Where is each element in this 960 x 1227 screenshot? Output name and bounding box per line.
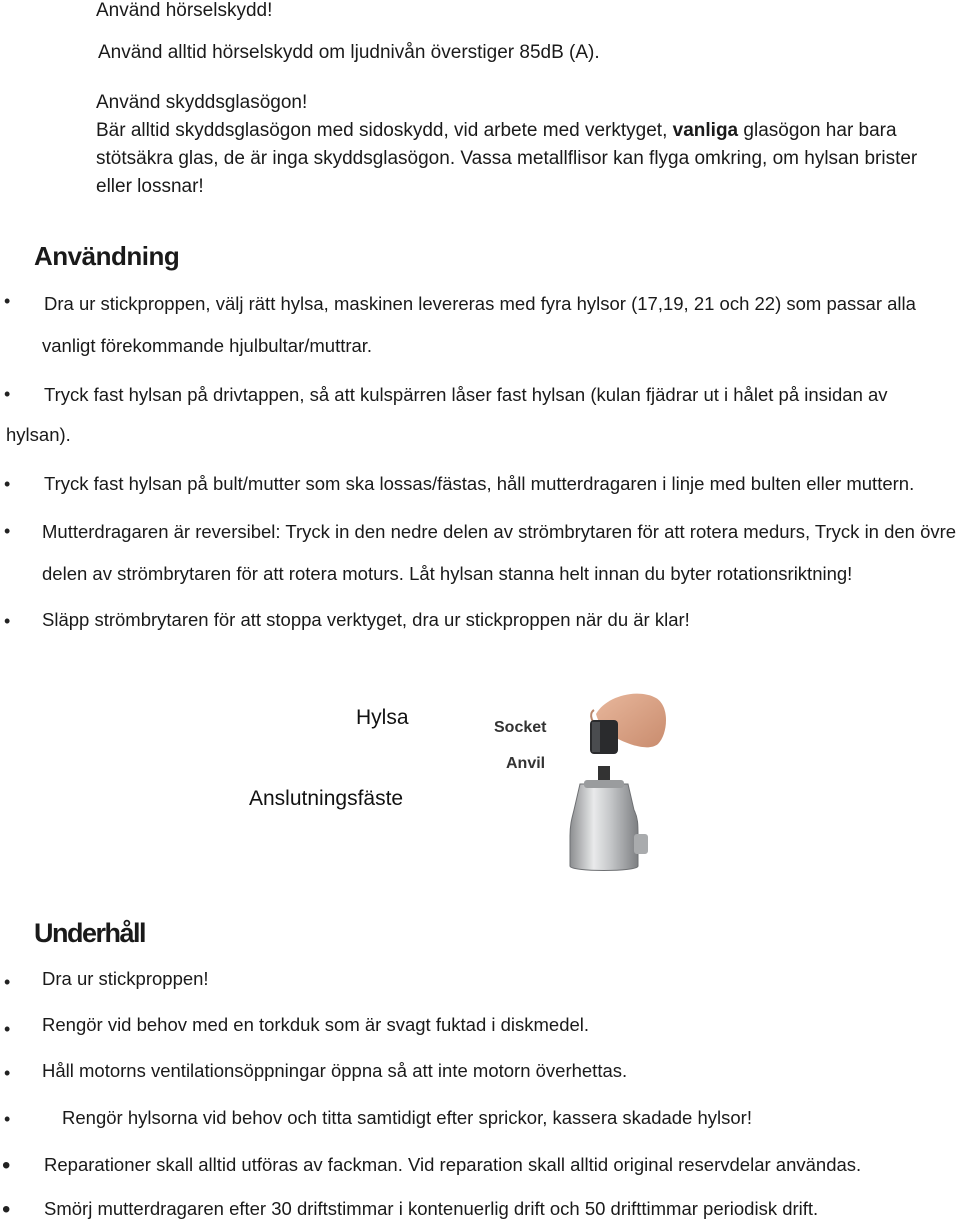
impact-wrench-anvil-photo <box>488 684 678 876</box>
bullet-icon: • <box>4 384 11 404</box>
bullet-icon: • <box>4 291 11 311</box>
safety-glasses-line-1: Bär alltid skyddsglasögon med sidoskydd, vid arbete med verktyget, vanliga glasögon har bara <box>96 120 897 141</box>
caption-socket: Hylsa <box>356 706 409 729</box>
maintenance-item-6: Smörj mutterdragaren efter 30 driftstimmar i kontenuerlig drift och 50 drifttimmar periodisk drift. <box>44 1198 819 1219</box>
emphasis-vanliga: vanliga <box>672 120 739 141</box>
usage-item-4-line-1: Mutterdragaren är reversibel: Tryck in den nedre delen av strömbrytaren för att rotera medurs, Tryck in den övre <box>42 521 957 542</box>
maintenance-item-3: Håll motorns ventilationsöppningar öppna så att inte motorn överhettas. <box>42 1060 628 1081</box>
usage-item-2-line-2: hylsan). <box>6 424 71 445</box>
anvil-icon <box>598 766 610 780</box>
bullet-icon: • <box>4 611 11 631</box>
usage-item-3-line-1: Tryck fast hylsan på bult/mutter som ska lossas/fästas, håll mutterdragaren i linje med bulten eller muttern. <box>44 473 915 494</box>
label-anvil: Anvil <box>506 755 546 772</box>
bullet-icon: • <box>4 1063 11 1083</box>
usage-item-2-line-1: Tryck fast hylsan på drivtappen, så att kulspärren låser fast hylsan (kulan fjädrar ut i hålet på insidan av <box>44 384 888 405</box>
safety-glasses-line-3: eller lossnar! <box>96 176 204 197</box>
bullet-icon: • <box>4 1019 11 1039</box>
maintenance-heading: Underhåll <box>34 918 146 948</box>
usage-item-5-line-1: Släpp strömbrytaren för att stoppa verktyget, dra ur stickproppen när du är klar! <box>42 609 690 630</box>
wrench-body-icon <box>570 784 638 871</box>
bullet-icon: • <box>4 474 11 494</box>
safety-glasses-title: Använd skyddsglasögon! <box>96 92 308 113</box>
usage-item-1-line-1: Dra ur stickproppen, välj rätt hylsa, maskinen levereras med fyra hylsor (17,19, 21 och 22) som passar alla <box>44 293 916 314</box>
hearing-protection-title: Använd hörselskydd! <box>96 0 273 21</box>
caption-anvil: Anslutningsfäste <box>249 787 404 810</box>
bullet-icon: • <box>2 1152 11 1179</box>
hearing-protection-text: Använd alltid hörselskydd om ljudnivån överstiger 85dB (A). <box>98 42 600 63</box>
bullet-icon: • <box>4 1109 11 1129</box>
bullet-icon: • <box>2 1196 11 1223</box>
usage-item-4-line-2: delen av strömbrytaren för att rotera moturs. Låt hylsan stanna helt innan du byter rotationsriktning! <box>42 563 853 584</box>
usage-heading: Användning <box>34 241 180 271</box>
bullet-icon: • <box>4 521 11 541</box>
safety-glasses-line-2: stötsäkra glas, de är inga skyddsglasögon. Vassa metallflisor kan flyga omkring, om hylsan brister <box>96 148 918 169</box>
maintenance-item-4: Rengör hylsorna vid behov och titta samtidigt efter sprickor, kassera skadade hylsor! <box>62 1107 752 1128</box>
label-socket: Socket <box>494 719 547 736</box>
maintenance-item-1: Dra ur stickproppen! <box>42 968 209 989</box>
maintenance-item-5: Reparationer skall alltid utföras av fackman. Vid reparation skall alltid original reservdelar användas. <box>44 1154 862 1175</box>
usage-item-1-line-2: vanligt förekommande hjulbultar/muttrar. <box>42 335 373 356</box>
maintenance-item-2: Rengör vid behov med en torkduk som är svagt fuktad i diskmedel. <box>42 1014 590 1035</box>
bullet-icon: • <box>4 972 11 992</box>
